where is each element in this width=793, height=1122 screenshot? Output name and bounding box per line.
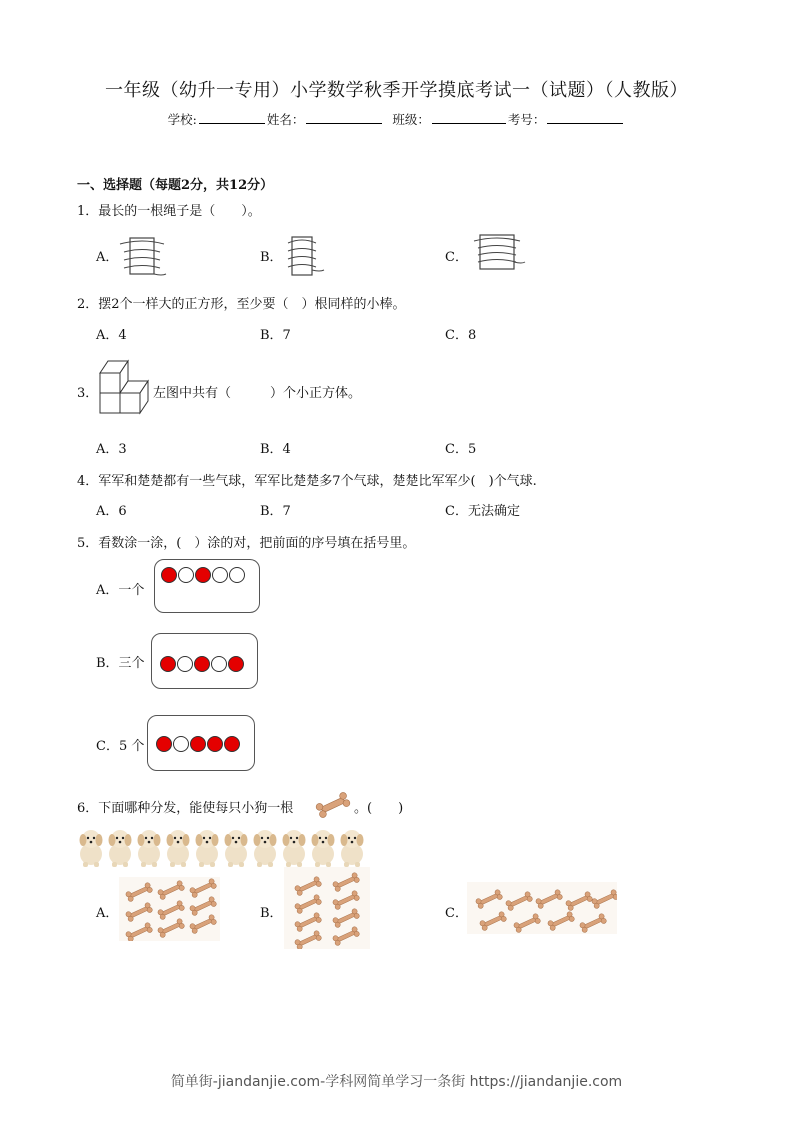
circle-red	[160, 656, 176, 672]
exam-no-blank[interactable]	[547, 111, 623, 124]
bones-group-b-image	[284, 867, 370, 949]
q5-c-circles	[156, 733, 241, 752]
q5-option-a-circle-box	[154, 559, 260, 613]
circle-white	[173, 736, 189, 752]
circle-white	[212, 567, 228, 583]
name-blank[interactable]	[306, 111, 382, 124]
q5-option-b-circle-box	[151, 633, 258, 689]
circle-white	[229, 567, 245, 583]
class-blank[interactable]	[432, 111, 506, 124]
q5-a-circles	[161, 564, 246, 583]
question-4-text: 4．军军和楚楚都有一些气球，军军比楚楚多7个气球，楚楚比军军少( )个气球.	[77, 474, 537, 489]
question-5-text: 5．看数涂一涂，( ）涂的对，把前面的序号填在括号里。	[77, 536, 416, 551]
school-label: 学校:	[167, 112, 197, 127]
question-3-number: 3．	[77, 386, 99, 401]
q5-option-c-circle-box	[147, 715, 255, 771]
bones-group-a-image	[119, 877, 220, 941]
cube-stack-image	[96, 357, 152, 421]
q3-option-b[interactable]: B．4	[260, 442, 291, 457]
q4-option-a[interactable]: A．6	[96, 504, 127, 519]
section-heading: 一、选择题（每题2分，共12分）	[77, 178, 274, 193]
question-1-text: 1．最长的一根绳子是（ ）。	[77, 204, 261, 219]
school-blank[interactable]	[199, 111, 265, 124]
puppies-image	[77, 826, 367, 868]
q5-option-a-label[interactable]: A．一个	[96, 583, 145, 598]
circle-red	[156, 736, 172, 752]
q6-option-c-label[interactable]: C．	[445, 906, 468, 921]
circle-red	[161, 567, 177, 583]
page-footer: 简单街-jiandanjie.com-学科网简单学习一条街 https://jiandanjie.com	[170, 1074, 623, 1090]
question-6-text: 6．下面哪种分发，能使每只小狗一根	[77, 801, 294, 816]
q1-option-c-label: C．	[445, 250, 468, 265]
q3-option-c[interactable]: C．5	[445, 442, 477, 457]
q2-option-a[interactable]: A．4	[96, 328, 127, 343]
circle-red	[195, 567, 211, 583]
circle-red	[207, 736, 223, 752]
q1-option-a-label: A．	[96, 250, 119, 265]
student-info-line	[0, 110, 793, 128]
circle-white	[178, 567, 194, 583]
bone-icon	[312, 792, 354, 818]
rope-coil-a-image	[118, 234, 170, 280]
q5-option-b-label[interactable]: B．三个	[96, 656, 145, 671]
circle-red	[190, 736, 206, 752]
circle-white	[211, 656, 227, 672]
class-label: 班级：	[392, 112, 430, 127]
q6-option-b-label[interactable]: B．	[260, 906, 283, 921]
circle-red	[228, 656, 244, 672]
rope-coil-b-image	[282, 234, 328, 280]
q5-option-c-label[interactable]: C．5 个	[96, 739, 145, 754]
circle-red	[194, 656, 210, 672]
page-title: 一年级（幼升一专用）小学数学秋季开学摸底考试一（试题）（人教版）	[105, 80, 688, 101]
rope-coil-c-image	[470, 232, 526, 272]
circle-red	[224, 736, 240, 752]
q3-option-a[interactable]: A．3	[96, 442, 127, 457]
question-2-text: 2．摆2个一样大的正方形，至少要（ ）根同样的小棒。	[77, 297, 406, 312]
exam-no-label: 考号：	[507, 112, 546, 127]
bones-group-c-image	[467, 882, 617, 934]
q2-option-c[interactable]: C．8	[445, 328, 477, 343]
name-label: 姓名：	[266, 112, 305, 127]
question-3-text: 左图中共有（ ）个小正方体。	[153, 386, 362, 401]
q5-b-circles	[160, 653, 245, 672]
q6-option-a-label[interactable]: A．	[96, 906, 119, 921]
q4-option-c[interactable]: C．无法确定	[445, 504, 520, 519]
question-6-answer-bracket: 。( )	[354, 801, 404, 816]
q4-option-b[interactable]: B．7	[260, 504, 291, 519]
q1-option-b-label: B．	[260, 250, 283, 265]
circle-white	[177, 656, 193, 672]
q2-option-b[interactable]: B．7	[260, 328, 291, 343]
